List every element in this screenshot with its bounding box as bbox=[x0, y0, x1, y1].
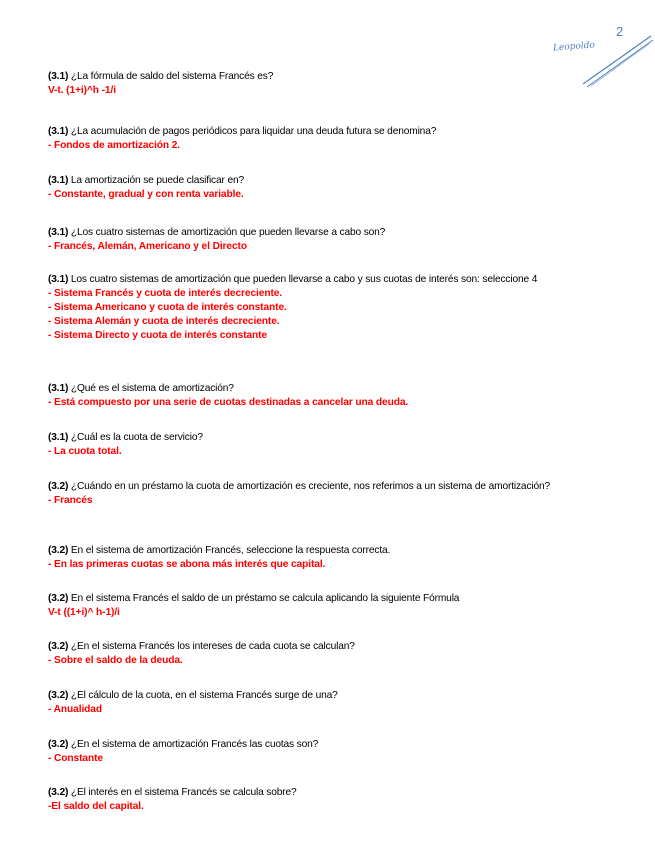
answer: - Sistema Francés y cuota de interés decreciente. bbox=[48, 288, 283, 299]
question-text: ¿Qué es el sistema de amortización? bbox=[70, 383, 234, 394]
question bbox=[48, 174, 608, 188]
qa-item-13 bbox=[48, 738, 608, 766]
question bbox=[48, 273, 608, 287]
answer: -El saldo del capital. bbox=[48, 801, 144, 812]
question-tag: (3.1) bbox=[48, 383, 69, 394]
question-tag: (3.2) bbox=[48, 481, 69, 492]
answer: - Sistema Directo y cuota de interés constante bbox=[48, 330, 268, 341]
qa-item-12 bbox=[48, 689, 608, 717]
question-tag: (3.1) bbox=[48, 126, 69, 137]
qa-item-10 bbox=[48, 592, 608, 620]
qa-item-14 bbox=[48, 786, 608, 814]
question-tag: (3.2) bbox=[48, 787, 69, 798]
question-tag: (3.1) bbox=[48, 71, 69, 82]
question-tag: (3.2) bbox=[48, 690, 69, 701]
question bbox=[48, 689, 608, 703]
question bbox=[48, 544, 608, 558]
question-text: ¿En el sistema Francés los intereses de cada cuota se calculan? bbox=[70, 641, 355, 652]
qa-item-2 bbox=[48, 125, 608, 153]
question-text: ¿La fórmula de saldo del sistema Francés es? bbox=[70, 71, 274, 82]
question bbox=[48, 480, 608, 494]
question bbox=[48, 226, 608, 240]
qa-item-3 bbox=[48, 174, 608, 202]
question bbox=[48, 738, 608, 752]
qa-item-7 bbox=[48, 431, 608, 459]
question bbox=[48, 125, 608, 139]
question bbox=[48, 431, 608, 445]
qa-item-4 bbox=[48, 226, 608, 254]
question-text: ¿En el sistema de amortización Francés las cuotas son? bbox=[70, 739, 319, 750]
answer: - Fondos de amortización 2. bbox=[48, 140, 181, 151]
answer: - Sistema Alemán y cuota de interés decreciente. bbox=[48, 316, 280, 327]
answer: - Francés, Alemán, Americano y el Directo bbox=[48, 241, 247, 252]
page-number: 2 bbox=[616, 24, 624, 39]
question-tag: (3.1) bbox=[48, 227, 69, 238]
question-text: ¿Los cuatro sistemas de amortización que pueden llevarse a cabo son? bbox=[70, 227, 386, 238]
question-text: Los cuatro sistemas de amortización que pueden llevarse a cabo y sus cuotas de interés son: seleccione 4 bbox=[70, 274, 538, 285]
answer: - Sistema Americano y cuota de interés constante. bbox=[48, 302, 287, 313]
question-tag: (3.1) bbox=[48, 432, 69, 443]
answer: - Constante bbox=[48, 753, 103, 764]
qa-item-9 bbox=[48, 544, 608, 572]
question-text: ¿El cálculo de la cuota, en el sistema Francés surge de una? bbox=[70, 690, 338, 701]
question-text: En el sistema de amortización Francés, seleccione la respuesta correcta. bbox=[70, 545, 391, 556]
question-text: La amortización se puede clasificar en? bbox=[70, 175, 244, 186]
answer: V-t. (1+i)^h -1/i bbox=[48, 85, 116, 96]
question bbox=[48, 786, 608, 800]
answer: - En las primeras cuotas se abona más interés que capital. bbox=[48, 559, 326, 570]
question-tag: (3.2) bbox=[48, 739, 69, 750]
question-tag: (3.2) bbox=[48, 641, 69, 652]
question-text: ¿La acumulación de pagos periódicos para liquidar una deuda futura se denomina? bbox=[70, 126, 437, 137]
question bbox=[48, 382, 608, 396]
question bbox=[48, 592, 608, 606]
qa-item-5 bbox=[48, 273, 608, 343]
question bbox=[48, 70, 608, 84]
question-tag: (3.1) bbox=[48, 175, 69, 186]
author-signature: Leopoldo bbox=[552, 40, 596, 54]
question-tag: (3.2) bbox=[48, 593, 69, 604]
answer: - Anualidad bbox=[48, 704, 102, 715]
answer: - La cuota total. bbox=[48, 446, 122, 457]
answer: - Constante, gradual y con renta variable. bbox=[48, 189, 244, 200]
answer: - Francés bbox=[48, 495, 93, 506]
question-text: En el sistema Francés el saldo de un préstamo se calcula aplicando la siguiente Fórmula bbox=[70, 593, 460, 604]
qa-item-8 bbox=[48, 480, 608, 508]
question-text: ¿El interés en el sistema Francés se calcula sobre? bbox=[70, 787, 297, 798]
question-tag: (3.2) bbox=[48, 545, 69, 556]
answer: - Está compuesto por una serie de cuotas destinadas a cancelar una deuda. bbox=[48, 397, 409, 408]
answer: V-t ((1+i)^ h-1)/i bbox=[48, 607, 120, 618]
qa-item-6 bbox=[48, 382, 608, 410]
qa-item-1 bbox=[48, 70, 608, 98]
qa-item-11 bbox=[48, 640, 608, 668]
question-text: ¿Cuándo en un préstamo la cuota de amortización es creciente, nos referimos a un sistema de amortización? bbox=[70, 481, 551, 492]
question-tag: (3.1) bbox=[48, 274, 69, 285]
question-text: ¿Cuál es la cuota de servicio? bbox=[70, 432, 203, 443]
question bbox=[48, 640, 608, 654]
answer: - Sobre el saldo de la deuda. bbox=[48, 655, 183, 666]
